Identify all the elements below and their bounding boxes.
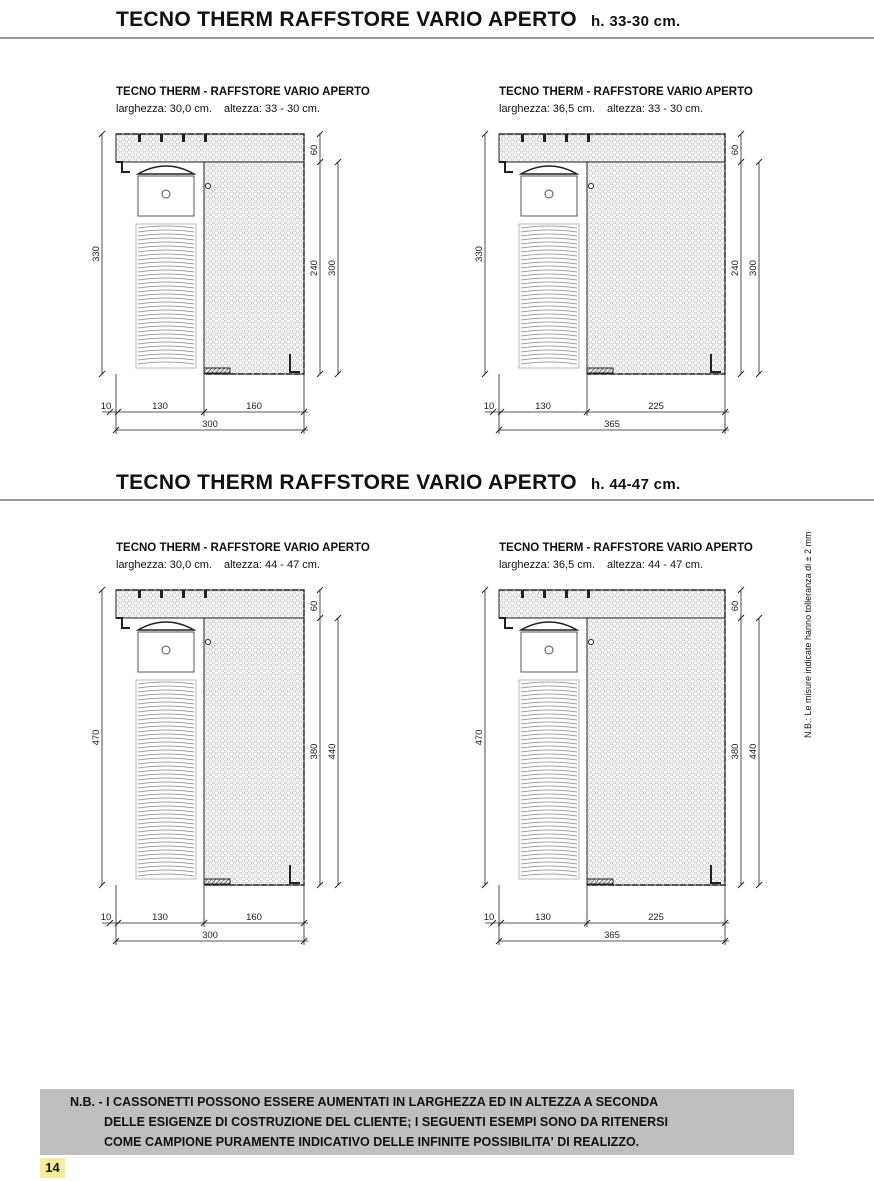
bottom-sill	[587, 879, 613, 884]
section-title-1	[116, 8, 680, 32]
hook-pin	[206, 640, 211, 645]
dim-inner: 240	[309, 260, 320, 276]
dim-right: 300	[748, 260, 759, 276]
cassette-drawing	[474, 86, 829, 446]
dim-top: 60	[309, 600, 320, 612]
dim-bottom-right: 225	[648, 912, 664, 923]
section-divider	[0, 37, 874, 39]
dim-overall-height: 330	[474, 246, 485, 262]
section-title-suffix: h. 44-47 cm.	[590, 476, 681, 493]
dim-overall-height: 470	[91, 729, 102, 746]
roller-cap	[521, 622, 577, 630]
left-bracket	[499, 162, 513, 172]
dim-right: 300	[327, 260, 338, 276]
tolerance-note-text: N.B.: Le misure indicate hanno tolleranza di ± 2 mm	[803, 531, 813, 738]
footer-note-line-1: N.B. - I CASSONETTI POSSONO ESSERE AUMENTATI IN LARGHEZZA ED IN ALTEZZA A SECONDA	[70, 1095, 659, 1109]
top-rib	[138, 134, 141, 142]
slat-pack	[136, 224, 196, 368]
tolerance-note	[791, 531, 813, 738]
dim-bottom-right: 225	[648, 401, 664, 412]
top-rib	[587, 590, 590, 598]
diagram-1-2	[474, 86, 819, 430]
motor-housing	[138, 176, 194, 216]
top-rib	[138, 590, 141, 598]
bottom-sill	[204, 368, 230, 373]
section-title-text: TECNO THERM RAFFSTORE VARIO APERTO	[116, 8, 577, 31]
cassette-drawing	[474, 542, 829, 957]
motor-housing	[521, 632, 577, 672]
motor-housing	[138, 632, 194, 672]
side-insulation	[587, 162, 725, 374]
top-rib	[204, 134, 207, 142]
top-rib	[204, 590, 207, 598]
dim-bottom-right: 160	[246, 401, 262, 412]
hook-pin	[589, 184, 594, 189]
dim-bottom-mid: 130	[535, 912, 551, 923]
dim-bottom-mid: 130	[535, 401, 551, 412]
dim-bottom-left: 10	[100, 912, 112, 923]
motor-housing	[521, 176, 577, 216]
left-bracket	[499, 618, 513, 628]
dim-inner: 240	[730, 260, 741, 276]
dim-inner: 380	[730, 743, 741, 760]
left-bracket	[116, 618, 130, 628]
roller-cap	[138, 622, 194, 630]
dim-inner: 380	[309, 743, 320, 760]
side-insulation	[204, 162, 304, 374]
top-rib	[160, 134, 163, 142]
top-insulation	[499, 134, 725, 162]
top-rib	[521, 590, 524, 598]
dim-overall-height: 330	[91, 246, 102, 262]
section-title-2	[116, 471, 680, 495]
footer-note-box	[40, 1089, 794, 1155]
dim-bottom-left: 10	[483, 912, 495, 923]
top-rib	[543, 590, 546, 598]
section-divider	[0, 499, 874, 501]
side-insulation	[204, 618, 304, 885]
footer-note-line-3: COME CAMPIONE PURAMENTE INDICATIVO DELLE INFINITE POSSIBILITA' DI REALIZZO.	[104, 1135, 640, 1149]
dim-top: 60	[730, 144, 741, 156]
bottom-sill	[587, 368, 613, 373]
left-bracket	[116, 162, 130, 172]
top-insulation	[116, 590, 304, 618]
dim-bottom-total: 300	[202, 930, 218, 941]
dim-bottom-total: 365	[604, 930, 620, 941]
top-rib	[160, 590, 163, 598]
dim-top: 60	[730, 600, 741, 612]
height-label: altezza: 44 - 47 cm.	[224, 559, 320, 571]
cassette-drawing	[91, 86, 446, 446]
width-label: larghezza: 36,5 cm.	[499, 103, 595, 115]
section-title-suffix: h. 33-30 cm.	[590, 13, 681, 30]
roller-cap	[138, 166, 194, 174]
diagram-title: TECNO THERM - RAFFSTORE VARIO APERTO	[499, 542, 753, 554]
diagram-title: TECNO THERM - RAFFSTORE VARIO APERTO	[499, 86, 753, 98]
diagram-title: TECNO THERM - RAFFSTORE VARIO APERTO	[116, 542, 370, 554]
diagram-2-2	[474, 542, 819, 941]
dim-bottom-mid: 130	[152, 401, 168, 412]
width-label: larghezza: 30,0 cm.	[116, 103, 212, 115]
diagram-2-1	[91, 542, 436, 941]
hook-pin	[589, 640, 594, 645]
dim-bottom-total: 365	[604, 419, 620, 430]
top-rib	[565, 134, 568, 142]
dim-bottom-mid: 130	[152, 912, 168, 923]
footer-note-line-2: DELLE ESIGENZE DI COSTRUZIONE DEL CLIENTE; I SEGUENTI ESEMPI SONO DA RITENERSI	[104, 1115, 668, 1129]
height-label: altezza: 44 - 47 cm.	[607, 559, 703, 571]
dim-bottom-left: 10	[483, 401, 495, 412]
top-insulation	[499, 590, 725, 618]
slat-pack	[519, 224, 579, 368]
page-number: 14	[40, 1158, 65, 1178]
dim-bottom-left: 10	[100, 401, 112, 412]
dim-top: 60	[309, 144, 320, 156]
dim-bottom-right: 160	[246, 912, 262, 923]
dim-right: 440	[327, 743, 338, 760]
diagram-1-1	[91, 86, 436, 430]
height-label: altezza: 33 - 30 cm.	[224, 103, 320, 115]
top-rib	[565, 590, 568, 598]
dim-overall-height: 470	[474, 729, 485, 746]
side-insulation	[587, 618, 725, 885]
cassette-drawing	[91, 542, 446, 957]
top-insulation	[116, 134, 304, 162]
top-rib	[521, 134, 524, 142]
width-label: larghezza: 36,5 cm.	[499, 559, 595, 571]
top-rib	[182, 590, 185, 598]
hook-pin	[206, 184, 211, 189]
top-rib	[543, 134, 546, 142]
dim-right: 440	[748, 743, 759, 760]
top-rib	[182, 134, 185, 142]
section-title-text: TECNO THERM RAFFSTORE VARIO APERTO	[116, 471, 577, 494]
dim-bottom-total: 300	[202, 419, 218, 430]
height-label: altezza: 33 - 30 cm.	[607, 103, 703, 115]
diagram-title: TECNO THERM - RAFFSTORE VARIO APERTO	[116, 86, 370, 98]
width-label: larghezza: 30,0 cm.	[116, 559, 212, 571]
top-rib	[587, 134, 590, 142]
roller-cap	[521, 166, 577, 174]
bottom-sill	[204, 879, 230, 884]
